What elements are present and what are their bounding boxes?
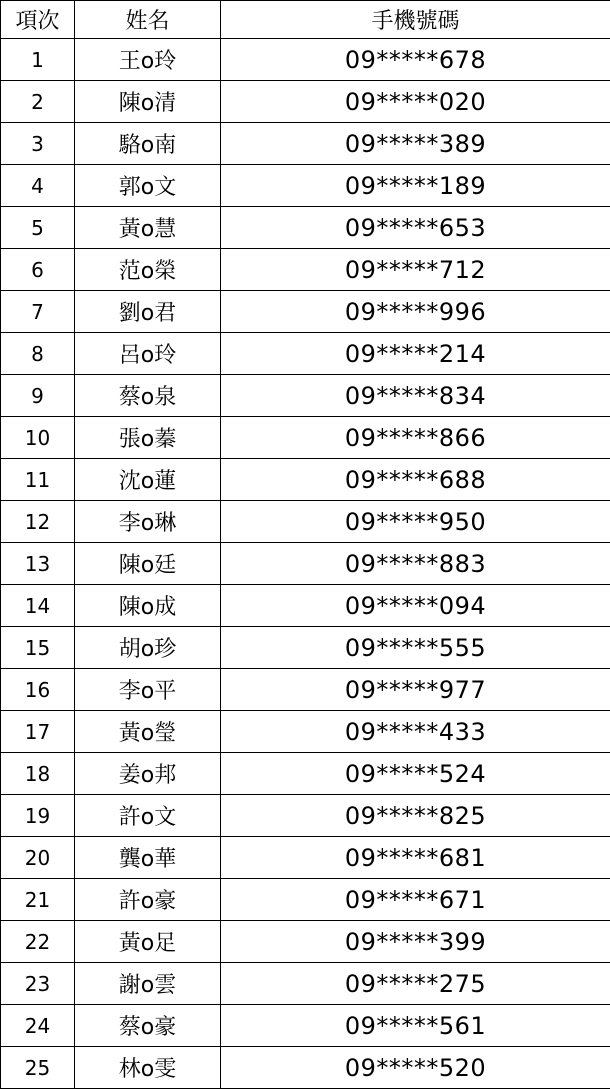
row-phone: 09*****524	[221, 753, 610, 795]
table-row	[1, 81, 610, 123]
row-phone: 09*****389	[221, 123, 610, 165]
header-phone: 手機號碼	[221, 1, 610, 39]
row-phone: 09*****433	[221, 711, 610, 753]
row-name: 黃o慧	[75, 207, 221, 249]
table-row	[1, 879, 610, 921]
row-phone: 09*****214	[221, 333, 610, 375]
row-name: 沈o蓮	[75, 459, 221, 501]
row-number: 15	[1, 627, 75, 669]
row-phone: 09*****866	[221, 417, 610, 459]
row-phone: 09*****681	[221, 837, 610, 879]
table-row	[1, 501, 610, 543]
row-name: 龔o華	[75, 837, 221, 879]
row-name: 林o雯	[75, 1047, 221, 1089]
row-name: 張o蓁	[75, 417, 221, 459]
row-number: 8	[1, 333, 75, 375]
header-no: 項次	[1, 1, 75, 39]
row-name: 胡o珍	[75, 627, 221, 669]
row-name: 李o平	[75, 669, 221, 711]
row-name: 李o琳	[75, 501, 221, 543]
row-phone: 09*****883	[221, 543, 610, 585]
table-row	[1, 1005, 610, 1047]
table-row	[1, 291, 610, 333]
table-row	[1, 417, 610, 459]
row-name: 蔡o泉	[75, 375, 221, 417]
table-row	[1, 123, 610, 165]
table-row	[1, 333, 610, 375]
table-row	[1, 963, 610, 1005]
row-phone: 09*****561	[221, 1005, 610, 1047]
row-name: 駱o南	[75, 123, 221, 165]
table-row	[1, 711, 610, 753]
table-row	[1, 627, 610, 669]
table-row	[1, 795, 610, 837]
row-phone: 09*****399	[221, 921, 610, 963]
row-number: 7	[1, 291, 75, 333]
row-name: 謝o雲	[75, 963, 221, 1005]
row-number: 11	[1, 459, 75, 501]
row-phone: 09*****275	[221, 963, 610, 1005]
row-name: 陳o廷	[75, 543, 221, 585]
row-number: 4	[1, 165, 75, 207]
row-number: 13	[1, 543, 75, 585]
row-phone: 09*****094	[221, 585, 610, 627]
row-phone: 09*****825	[221, 795, 610, 837]
table-row	[1, 585, 610, 627]
row-phone: 09*****950	[221, 501, 610, 543]
row-number: 23	[1, 963, 75, 1005]
row-name: 范o榮	[75, 249, 221, 291]
row-name: 黃o瑩	[75, 711, 221, 753]
row-phone: 09*****712	[221, 249, 610, 291]
row-phone: 09*****977	[221, 669, 610, 711]
row-number: 16	[1, 669, 75, 711]
row-name: 陳o成	[75, 585, 221, 627]
row-name: 郭o文	[75, 165, 221, 207]
row-name: 黃o足	[75, 921, 221, 963]
header-row	[1, 1, 610, 39]
row-phone: 09*****653	[221, 207, 610, 249]
row-number: 6	[1, 249, 75, 291]
table-row	[1, 207, 610, 249]
row-phone: 09*****189	[221, 165, 610, 207]
row-name: 呂o玲	[75, 333, 221, 375]
table-row	[1, 39, 610, 81]
row-number: 1	[1, 39, 75, 81]
table-row	[1, 459, 610, 501]
row-phone: 09*****834	[221, 375, 610, 417]
table-row	[1, 375, 610, 417]
table-body	[1, 39, 610, 1089]
table-row	[1, 753, 610, 795]
row-phone: 09*****996	[221, 291, 610, 333]
row-name: 劉o君	[75, 291, 221, 333]
table-row	[1, 1047, 610, 1089]
row-number: 24	[1, 1005, 75, 1047]
row-name: 許o文	[75, 795, 221, 837]
row-number: 22	[1, 921, 75, 963]
row-number: 3	[1, 123, 75, 165]
row-phone: 09*****688	[221, 459, 610, 501]
row-number: 18	[1, 753, 75, 795]
row-phone: 09*****678	[221, 39, 610, 81]
row-number: 12	[1, 501, 75, 543]
table-row	[1, 837, 610, 879]
row-number: 25	[1, 1047, 75, 1089]
row-number: 2	[1, 81, 75, 123]
header-name: 姓名	[75, 1, 221, 39]
row-number: 19	[1, 795, 75, 837]
row-name: 王o玲	[75, 39, 221, 81]
row-number: 20	[1, 837, 75, 879]
row-name: 姜o邦	[75, 753, 221, 795]
table-row	[1, 921, 610, 963]
table-row	[1, 543, 610, 585]
row-name: 陳o清	[75, 81, 221, 123]
row-phone: 09*****671	[221, 879, 610, 921]
row-number: 10	[1, 417, 75, 459]
row-number: 9	[1, 375, 75, 417]
row-phone: 09*****520	[221, 1047, 610, 1089]
row-number: 17	[1, 711, 75, 753]
row-phone: 09*****020	[221, 81, 610, 123]
row-name: 許o豪	[75, 879, 221, 921]
table-row	[1, 669, 610, 711]
row-name: 蔡o豪	[75, 1005, 221, 1047]
row-number: 5	[1, 207, 75, 249]
row-number: 21	[1, 879, 75, 921]
row-phone: 09*****555	[221, 627, 610, 669]
table-row	[1, 165, 610, 207]
row-number: 14	[1, 585, 75, 627]
table-row	[1, 249, 610, 291]
